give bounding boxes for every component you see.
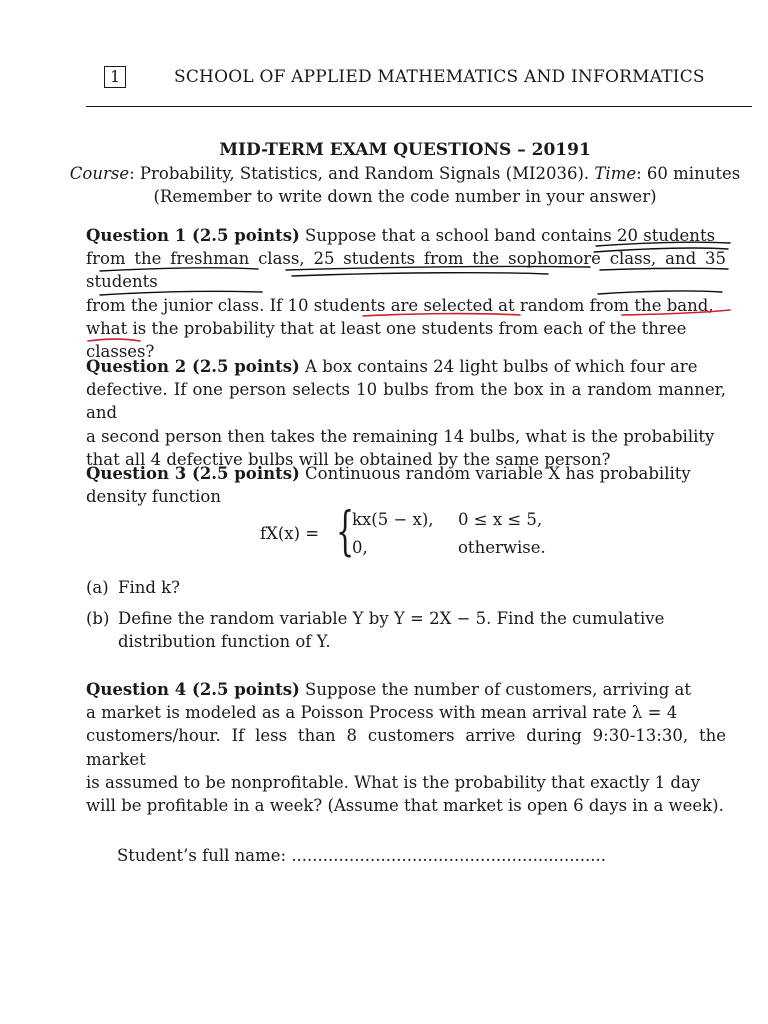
question-4 <box>86 678 726 817</box>
q4-line-1: Question 4 (2.5 points) Suppose the number of customers, arriving at <box>86 680 691 699</box>
q1-line-3: from the junior class. If 10 students are selected at random from the band, <box>86 295 714 315</box>
code-number-box: 1 <box>104 66 126 88</box>
course-line <box>40 162 768 185</box>
q4-line-4: is assumed to be nonprofitable. What is the probability that exactly 1 day <box>86 772 701 792</box>
q1-label: Question 1 (2.5 points) <box>86 226 300 245</box>
q4-line-2: a market is modeled as a Poisson Process with mean arrival rate λ = 4 <box>86 703 678 723</box>
part-a-label: (a) <box>86 578 109 597</box>
q3-line-2: density function <box>86 487 221 507</box>
q1-line-2: from the freshman class, 25 students from the sophomore class, and 35 students <box>86 249 726 292</box>
course-value: : Probability, Statistics, and Random Signals (MI2036). <box>129 164 595 183</box>
q2-line-2: defective. If one person selects 10 bulbs from the box in a random manner, and <box>86 380 726 423</box>
title-block <box>40 138 768 208</box>
question-1 <box>86 224 726 363</box>
left-brace: { <box>336 502 355 562</box>
case-2-expression: 0, <box>352 538 368 557</box>
q3-label: Question 3 (2.5 points) <box>86 464 300 483</box>
school-name: SCHOOL OF APPLIED MATHEMATICS AND INFORMATICS <box>174 67 705 87</box>
time-label: Time <box>594 164 637 183</box>
exam-title: MID-TERM EXAM QUESTIONS – 20191 <box>219 140 591 160</box>
q3-part-b <box>86 607 726 655</box>
question-3 <box>86 462 726 508</box>
q3-part-a <box>86 576 726 600</box>
case-1-expression: kx(5 − x), <box>352 510 434 529</box>
q3-line-1: Question 3 (2.5 points) Continuous random variable X has probability <box>86 464 691 483</box>
q1-line-1: Question 1 (2.5 points) Suppose that a school band contains 20 students <box>86 226 716 245</box>
header-divider <box>86 106 752 107</box>
case-1-condition: 0 ≤ x ≤ 5, <box>458 510 543 529</box>
q4-line-5: will be profitable in a week? (Assume that market is open 6 days in a week). <box>86 796 724 816</box>
q4-label: Question 4 (2.5 points) <box>86 680 300 699</box>
case-2-condition: otherwise. <box>458 538 546 557</box>
formula-lhs: fX(x) = <box>260 524 320 543</box>
q1-line-5: classes? <box>86 342 155 362</box>
page-header <box>86 66 752 92</box>
reminder-note: (Remember to write down the code number in your answer) <box>153 187 657 206</box>
q2-line-4: that all 4 defective bulbs will be obtained by the same person? <box>86 449 611 469</box>
part-a-text: Find k? <box>118 578 181 597</box>
q2-line-1: Question 2 (2.5 points) A box contains 24 light bulbs of which four are <box>86 357 698 376</box>
q4-line-3: customers/hour. If less than 8 customers arrive during 9:30-13:30, the market <box>86 726 726 769</box>
student-name-field: Student’s full name: ............................................................ <box>117 846 607 865</box>
time-value: : 60 minutes <box>636 164 741 183</box>
question-2 <box>86 355 726 471</box>
part-b-label: (b) <box>86 609 110 628</box>
q2-line-3: a second person then takes the remaining 14 bulbs, what is the probability <box>86 426 715 446</box>
pdf-formula <box>260 504 590 564</box>
part-b-text: Define the random variable Y by Y = 2X − 5. Find the cumulative distribution function of Y. <box>118 609 665 652</box>
q1-line-4: what is the probability that at least one students from each of the three <box>86 318 687 338</box>
course-label: Course <box>69 164 130 183</box>
q2-label: Question 2 (2.5 points) <box>86 357 300 376</box>
